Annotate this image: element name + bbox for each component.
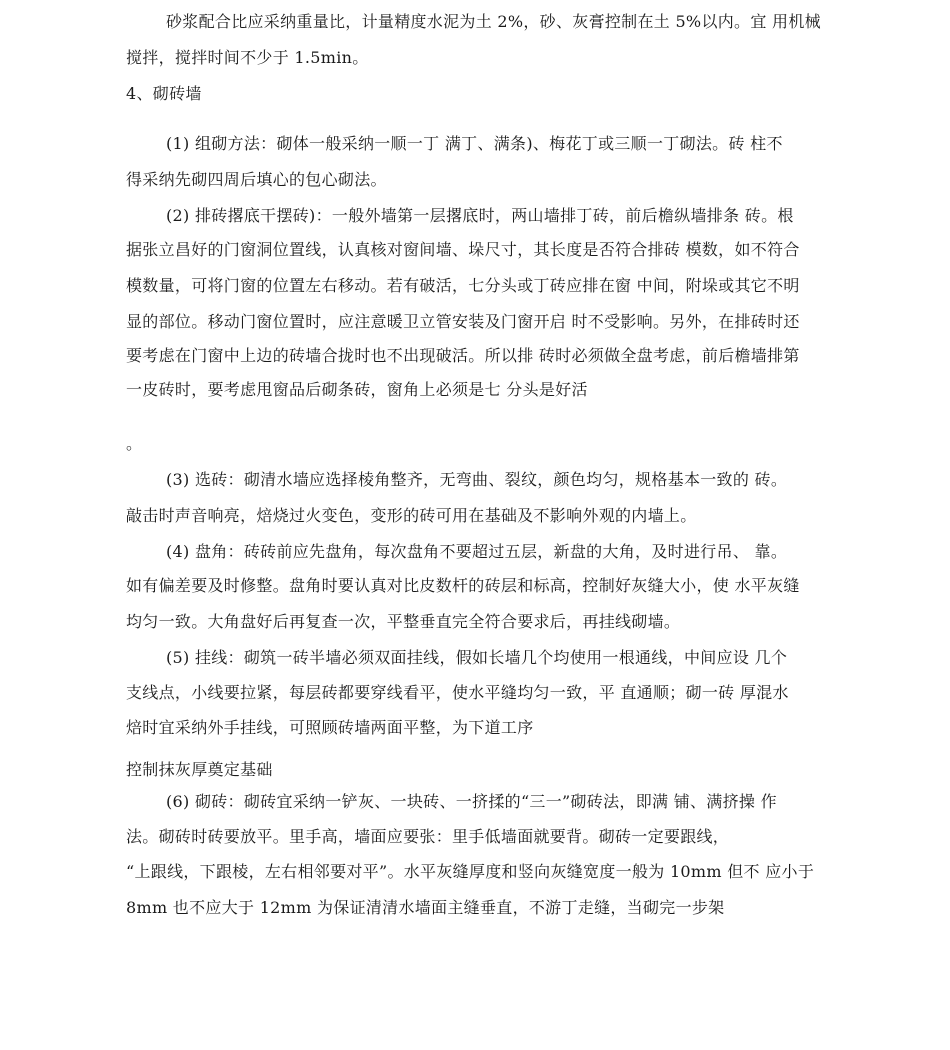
text-line: 。 (126, 434, 143, 453)
text-line: (3) 选砖：砌清水墙应选择棱角整齐，无弯曲、裂纹，颜色均匀，规格基本一致的 砖。 (166, 470, 788, 489)
text-line: (6) 砌砖：砌砖宜采纳一铲灰、一块砖、一挤揉的“三一”砌砖法，即满 铺、满挤操 作 (166, 792, 777, 811)
text-line: 显的部位。移动门窗位置时，应注意暖卫立管安装及门窗开启 时不受影响。另外，在排砖时还 (126, 312, 800, 331)
text-line: 控制抹灰厚奠定基础 (126, 760, 273, 779)
text-line: 搅拌，搅拌时间不少于 1.5min。 (126, 48, 369, 67)
text-line: 据张立昌好的门窗洞位置线，认真核对窗间墙、垛尺寸，其长度是否符合排砖 模数，如不符合 (126, 240, 800, 259)
text-line: “上跟线，下跟棱，左右相邻要对平”。水平灰缝厚度和竖向灰缝宽度一般为 10mm 但不 应小于 (126, 862, 815, 881)
text-line: 敲击时声音响亮，焙烧过火变色，变形的砖可用在基础及不影响外观的内墙上。 (126, 506, 697, 525)
text-line: 要考虑在门窗中上边的砖墙合拢时也不出现破活。所以排 砖时必须做全盘考虑，前后檐墙排第 (126, 346, 800, 365)
text-line: (2) 排砖撂底干摆砖)：一般外墙第一层撂底时，两山墙排丁砖，前后檐纵墙排条 砖。根 (166, 206, 794, 225)
text-line: 模数量，可将门窗的位置左右移动。若有破活，七分头或丁砖应排在窗 中间，附垛或其它不明 (126, 276, 800, 295)
text-line: 得采纳先砌四周后填心的包心砌法。 (126, 170, 387, 189)
text-line: 8mm 也不应大于 12mm 为保证清清水墙面主缝垂直，不游丁走缝，当砌完一步架 (126, 898, 725, 917)
section-heading: 4、砌砖墙 (126, 84, 202, 103)
text-line: 如有偏差要及时修整。盘角时要认真对比皮数杆的砖层和标高，控制好灰缝大小，使 水平灰缝 (126, 576, 800, 595)
text-line: (4) 盘角：砖砖前应先盘角，每次盘角不要超过五层，新盘的大角，及时进行吊、 靠。 (166, 542, 788, 561)
text-line: 均匀一致。大角盘好后再复查一次，平整垂直完全符合要求后，再挂线砌墙。 (126, 612, 681, 631)
text-line: 砂浆配合比应采纳重量比，计量精度水泥为土 2%，砂、灰膏控制在土 5%以内。宜 用机械 (166, 12, 821, 31)
text-line: (5) 挂线：砌筑一砖半墙必须双面挂线，假如长墙几个均使用一根通线，中间应设 几个 (166, 648, 788, 667)
text-line: 支线点，小线要拉紧，每层砖都要穿线看平，使水平缝均匀一致，平 直通顺；砌一砖 厚混水 (126, 683, 789, 702)
text-line: 焙时宜采纳外手挂线，可照顾砖墙两面平整，为下道工序 (126, 718, 534, 737)
text-line: 一皮砖时，要考虑甩窗品后砌条砖，窗角上必须是七 分头是好活 (126, 380, 588, 399)
text-line: (1) 组砌方法：砌体一般采纳一顺一丁 满丁、满条)、梅花丁或三顺一丁砌法。砖 柱不 (166, 134, 783, 153)
text-line: 法。砌砖时砖要放平。里手高，墙面应要张：里手低墙面就要背。砌砖一定要跟线， (126, 827, 730, 846)
